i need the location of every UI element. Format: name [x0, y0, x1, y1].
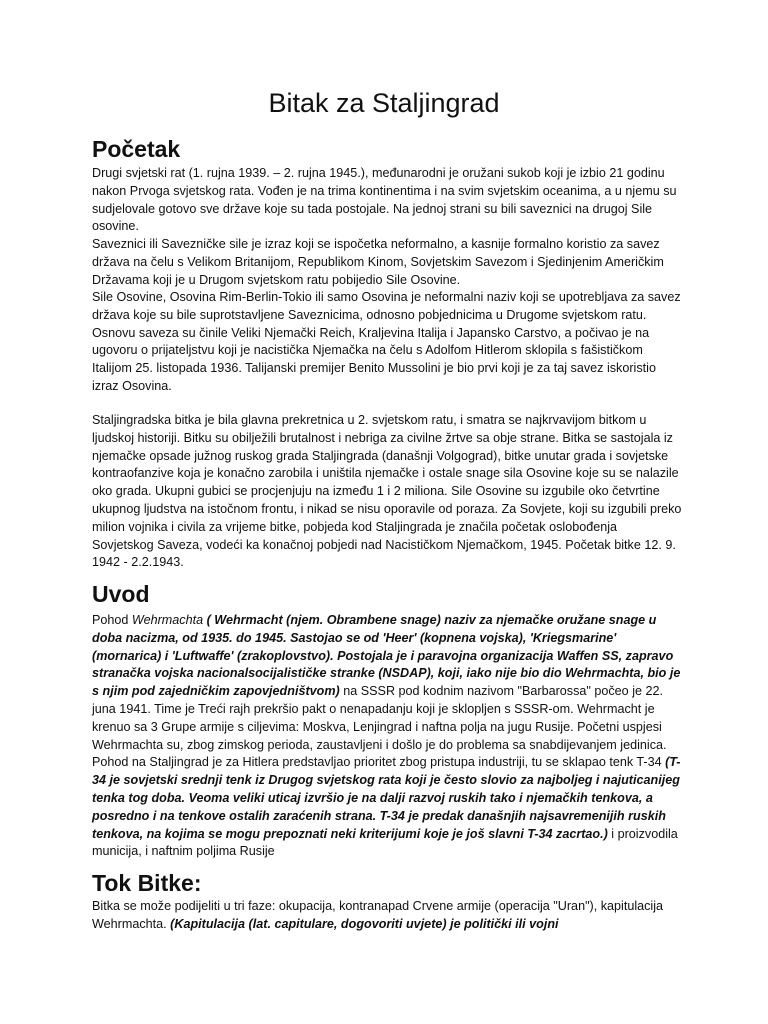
page-title: Bitak za Staljingrad	[268, 88, 500, 118]
heading-tok-bitke: Tok Bitke:	[92, 870, 202, 896]
tok-text-1: Bitka se može podijeliti u tri faze: okupacija, kontranapad Crvene armije (operacija "Uran"), kapitulacija Wehrmachta.	[92, 899, 664, 931]
heading-pocetak: Početak	[92, 136, 181, 162]
uvod-text-wehrmachta: Wehrmachta	[131, 613, 204, 627]
heading-uvod: Uvod	[92, 581, 150, 607]
paragraph-ww2: Drugi svjetski rat (1. rujna 1939. – 2. rujna 1945.), međunarodni je oružani sukob koji je izbio 21 godinu nakon Prvoga svjetskog rata. Vođen je na trima kontinentima i na svim svjetskim oceanima, a u njemu su sudjelovale gotovo sve države koje su tada postojale. Na jednoj strani su bili saveznici na drugoj Sile osovine.	[92, 166, 677, 234]
paragraph-saveznici: Saveznici ili Savezničke sile je izraz koji se ispočetka neformalno, a kasnije formalno koristio za savez država na čelu s Velikom Britanijom, Republikom Kinom, Sovjetskim Savezom i Sjedinjenim Američkim Državama koji je u Drugom svjetskom ratu pobijedio Sile Osovine.	[92, 237, 664, 287]
uvod-text-end: i proizvodila municija, i naftnim poljima Rusije	[92, 826, 678, 859]
tok-note-kapitulacija: (Kapitulacija (lat. capitulare, dogovoriti uvjete) je politički ili vojni	[170, 916, 559, 931]
uvod-note-wehrmacht: ( Wehrmacht (njem. Obrambene snage) naziv za njemačke oružane snage u doba nacizma, od 1935. do 1945. Sastojao se od 'Heer' (kopnena vojska), 'Kriegsmarine' (mornarica) i 'Luftwaffe' (zrakoplovstvo). Postojala je i paravojna organizacija Waffen SS, zapravo stranačka vojska nacionalsocijalističke stranke (NSDAP), koji, iako nije bio dio Wehrmachta, bio je s njim pod zajedničkim zapovjedništvom)	[92, 613, 681, 699]
paragraph-staljingradska-bitka: Staljingradska bitka je bila glavna prekretnica u 2. svjetskom ratu, i smatra se najkrvavijom bitkom u ljudskoj historiji. Bitku su obilježili brutalnost i nebriga za civilne žrtve sa obje strane. Bitka se sastojala iz njemačke opsade južnog ruskog grada Staljingrada (današnji Volgograd), bitke unutar grada i sovjetske kontraofanzive koja je konačno zarobila i uništila njemačke i ostale snage sila Osovine koje su se nalazile oko grada. Ukupni gubici se procjenjuju na između 1 i 2 miliona. Sile Osovine su izgubile oko četvrtine ukupnog ljudstva na istočnom frontu, i nikad se nisu oporavile od poraza. Za Sovjete, koji su izgubili preko milion vojnika i civila za vrijeme bitke, pobjeda kod Staljingrada je značila početak oslobođenja Sovjetskog Saveza, vodeći ka konačnoj pobjedi nad Nacističkom Njemačkom, 1945. Početak bitke 12. 9. 1942 - 2.2.1943.	[92, 413, 682, 570]
uvod-note-t34: (T-34 je sovjetski srednji tenk iz Drugog svjetskog rata koji je često slovio za najboljeg i najuticanijeg tenka tog doba. Veoma veliki uticaj izvršio je na dalji razvoj ruskih tako i njemačkih tenkova, a posredno i na tenkove ostalih zaraćenih strana. T-34 je predak današnjih najsavremenijih ruskih tenkova, na kojima se mogu prepoznati neki kriterijumi koje je još slavni T-34 zacrtao.)	[92, 755, 681, 841]
paragraph-uvod	[92, 612, 682, 861]
uvod-text-1: Pohod	[92, 613, 132, 627]
paragraph-tok-bitke	[92, 898, 682, 934]
paragraph-sile-osovine: Sile Osovine, Osovina Rim-Berlin-Tokio ili samo Osovina je neformalni naziv koji se upotrebljava za savez država koje su bile suprotstavljene Saveznicima, odnosno pobjednicima u Drugome svjetskom ratu. Osnovu saveza su činile Veliki Njemački Reich, Kraljevina Italija i Japansko Carstvo, a počivao je na ugovoru o prijateljstvu koji je nacistička Njemačka na čelu s Adolfom Hitlerom sklopila s fašističkom Italijom 25. listopada 1936. Talijanski premijer Benito Mussolini je bio prvi koji je za taj savez iskoristio izraz Osovina.	[92, 290, 681, 393]
uvod-text-barbarossa: na SSSR pod kodnim nazivom "Barbarossa" počeo je 22. juna 1941. Time je Treći rajh prekršio pakt o nenapadanju koji je sklopljen s SSSR-om. Wehrmacht je krenuo sa 3 Grupe armije s ciljevima: Moskva, Lenjingrad i naftna polja na jugu Rusije. Početni uspjesi Wehrmachta su, zbog zimskog perioda, zaustavljeni i došlo je do problema sa snabdijevanjem jedinica. Pohod na Staljingrad je za Hitlera predstavljao prioritet zbog pristupa industriji, tu se sklapao tenk T-34	[92, 684, 667, 770]
